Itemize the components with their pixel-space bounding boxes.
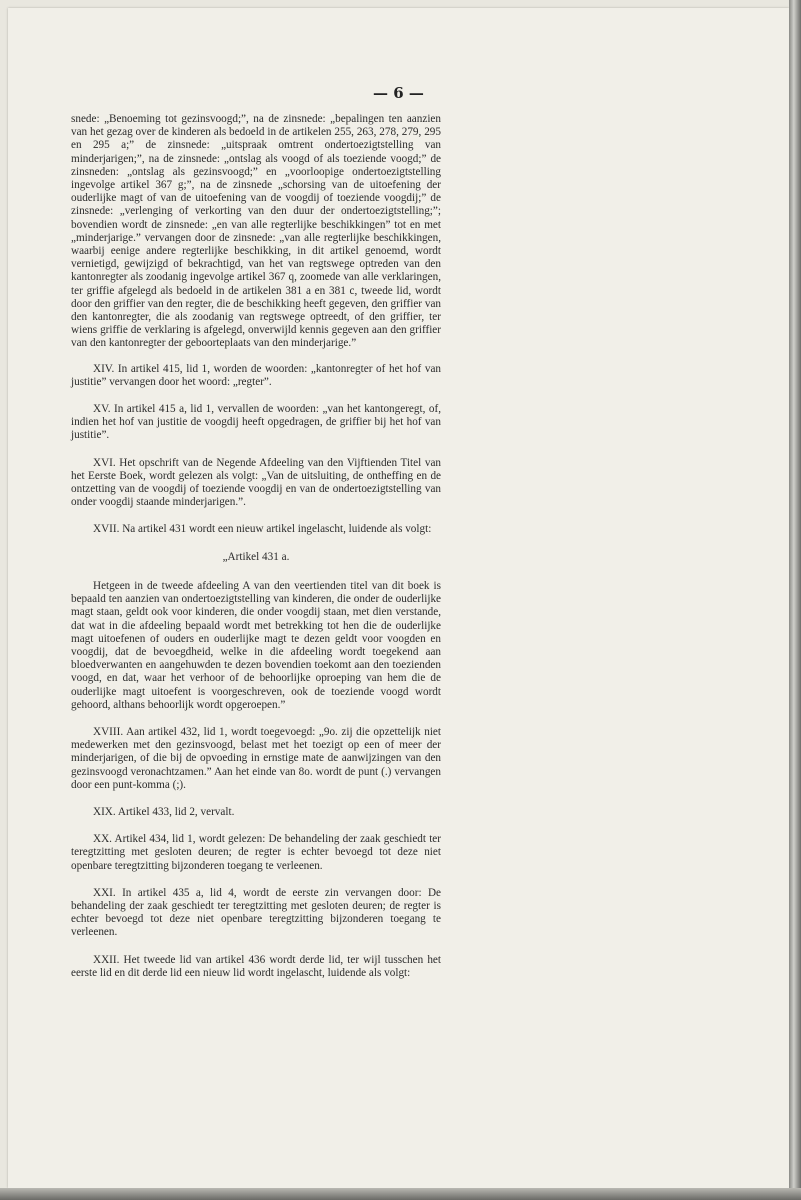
paragraph-xiv: XIV. In artikel 415, lid 1, worden de woorden: „kantonregter of het hof van justitie” vervangen door het woord: „regter”. bbox=[71, 362, 441, 388]
body-text bbox=[71, 113, 441, 994]
article-heading-text: „Artikel 431 a. bbox=[222, 550, 290, 563]
paragraph-xxi: XXI. In artikel 435 a, lid 4, wordt de eerste zin vervangen door: De behandeling der zaak geschiedt ter teregtzitting met gesloten deuren; de regter is echter bevoegd tot deze niet openbare teregtzitting bijzonderen toegang te verleenen. bbox=[71, 886, 441, 939]
paragraph-xvi: XVI. Het opschrift van de Negende Afdeeling van den Vijftienden Titel van het Eerste Boek, wordt gelezen als volgt: „Van de uitsluiting, de ontheffing en de ontzetting van de voogdij of toeziende voogdij en van de ondertoezigtstelling van onder voogdij staande minderjarigen.”. bbox=[71, 456, 441, 509]
paragraph-xix: XIX. Artikel 433, lid 2, vervalt. bbox=[93, 805, 235, 818]
paragraph-xxii: XXII. Het tweede lid van artikel 436 wordt derde lid, ter wijl tusschen het eerste lid en dit derde lid een nieuw lid wordt ingelascht, luidende als volgt: bbox=[71, 953, 441, 979]
article-heading-431a bbox=[71, 551, 441, 564]
page-number: — 6 — bbox=[373, 84, 424, 102]
paragraph-xvii: XVII. Na artikel 431 wordt een nieuw artikel ingelascht, luidende als volgt: bbox=[93, 523, 432, 536]
paragraph-xviii: XVIII. Aan artikel 432, lid 1, wordt toegevoegd: „9o. zij die opzettelijk niet medewerken met den gezinsvoogd, belast met het toezigt op een of meer der minderjarigen, of die bij de opvoeding in ernstige mate de aanwijzingen van den gezinsvoogd veronachtzamen.” Aan het einde van 8o. wordt de punt (.) vervangen door een punt-komma (;). bbox=[71, 725, 441, 791]
paragraph-article-431a-body: Hetgeen in de tweede afdeeling A van den veertienden titel van dit boek is bepaald ten aanzien van ondertoezigtstelling van kinderen, die onder de ouderlijke magt staan, geldt ook voor kinderen, die onder voogdij staan, met dien verstande, dat wat in die afdeeling bepaald wordt met betrekking tot hen die de ouderlijke magt uitoefenen of ouders en ouderlijke magt te dezen geldt voor voogden en voogdij, dat de bevoegdheid, welke in die afdeeling wordt toegekend aan bloedverwanten en aangehuwden te dezen bovendien toekomt aan den toezienden voogd, en dat, waar het verhoor of de behoorlijke oproeping van hem die de ouderlijke magt uitoefent is voorgeschreven, ook de toeziende voogd wordt gehoord, althans behoorlijk wordt opgeroepen.” bbox=[71, 579, 441, 711]
paragraph-xv: XV. In artikel 415 a, lid 1, vervallen de woorden: „van het kantongeregt, of, indien het hof van justitie de voogdij heeft opgedragen, de griffier bij het hof van justitie”. bbox=[71, 403, 441, 442]
scan-edge-right bbox=[789, 0, 801, 1200]
scan-edge-bottom bbox=[0, 1188, 801, 1200]
paragraph-continuation: snede: „Benoeming tot gezinsvoogd;”, na de zinsnede: „bepalingen ten aanzien van het gezag over de kinderen als bedoeld in de artikelen 255, 263, 278, 279, 295 en 295 a;” de zinsnede: „uitspraak omtrent ondertoezigtstelling van minderjarigen;”, na de zinsnede: „ontslag als voogd of als toeziende voogd;” de zinsneden: „ontslag als gezinsvoogd;” en „voorloopige ondertoezigtstelling ingevolge artikel 367 g;”, na de zinsnede „schorsing van de uitoefening der ouderlijke magt of van de uitoefening van de voogdij of toeziende voogdij;” de zinsnede: „verlenging of verkorting van den duur der ondertoezigtstelling;”; bovendien wordt de zinsnede: „en van alle regterlijke beschikkingen” tot en met „minderjarige.” vervangen door de zinsnede: „van alle regterlijke beschikkingen, waarbij eenige andere regterlijke beschikking, in dit artikel genoemd, wordt vernietigd, gewijzigd of bekrachtigd, van het van regtswege optreden van den kantonregter als zoodanig ingevolge artikel 367 q, zoomede van alle verklaringen, ter griffie afgelegd als bedoeld in de artikelen 381 a en 381 c, tweede lid, wordt door den griffier van den regter, die de beschikking heeft gegeven, den griffier van den kantonregter, die als zoodanig van regtswege optreedt, of den griffier, ter wiens griffie de verklaring is afgelegd, onverwijld kennis gegeven aan den griffier van den kantonregter der geboorteplaats van den minderjarige.” bbox=[71, 113, 441, 350]
document-page bbox=[8, 8, 789, 1188]
paragraph-xx: XX. Artikel 434, lid 1, wordt gelezen: De behandeling der zaak geschiedt ter teregtzitting met gesloten deuren; de regter is echter bevoegd tot deze niet openbare teregtzitting bijzonderen toegang te verleenen. bbox=[71, 833, 441, 872]
